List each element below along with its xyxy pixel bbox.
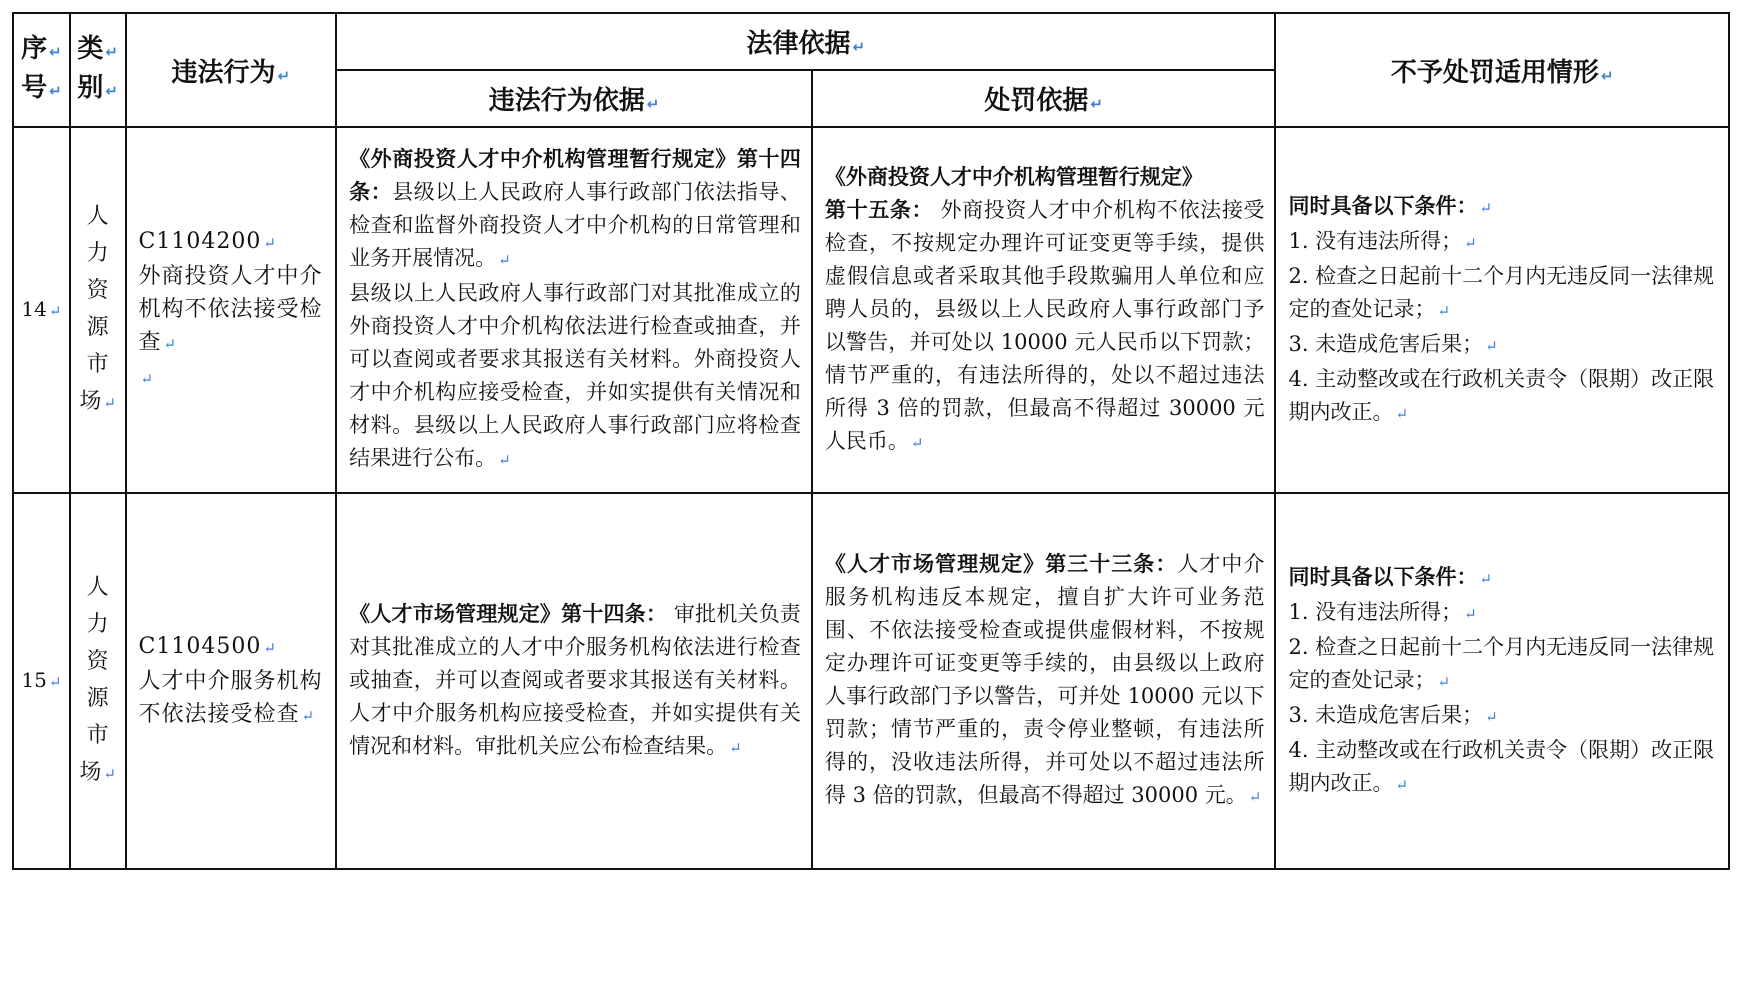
row-seq: 14 ↵ — [13, 127, 70, 493]
paragraph-mark-icon: ↵ — [277, 66, 291, 85]
header-legal-basis: 法律依据 ↵ — [336, 13, 1275, 70]
paragraph-mark-icon: ↵ — [49, 82, 62, 100]
paragraph-mark-icon: ↵ — [1479, 198, 1493, 217]
paragraph-mark-icon: ↵ — [852, 38, 866, 56]
row-violation — [126, 127, 337, 493]
paragraph-mark-icon: ↵ — [1464, 233, 1477, 252]
paragraph-mark-icon: ↵ — [140, 369, 155, 388]
paragraph-mark-icon: ↵ — [1464, 604, 1477, 623]
paragraph-mark-icon: ↵ — [105, 43, 118, 61]
paragraph-mark-icon: ↵ — [1395, 775, 1409, 794]
row-violation-basis: 《外商投资人才中介机构管理暂行规定》第十四条：县级以上人民政府人事行政部门依法指导、检查和监督外商投资人才中介机构的日常管理和业务开展情况。 ↵ 县级以上人民政府人事行政部门对其批准成立的外商投资人才中介机构依法进行检查或抽查，并可以查阅或者要求其报送有关材料。外商投资人才中介机构应接受检查，并如实提供有关情况和材料。县级以上人民政府人事行政部门应将检查结果进行公布。 ↵ — [336, 127, 812, 493]
violation-code: C1104200 — [138, 228, 262, 254]
paragraph-mark-icon: ↵ — [1600, 66, 1614, 85]
header-violation-basis: 违法行为依据 ↵ — [336, 70, 812, 127]
paragraph-mark-icon: ↵ — [729, 738, 742, 757]
row-violation — [126, 493, 337, 869]
row-category: 人 力 资 源 市 场 ↵ — [70, 493, 126, 869]
row-penalty-basis: 《外商投资人才中介机构管理暂行规定》 第十五条： 外商投资人才中介机构不依法接受检查，不按规定办理许可证变更等手续，提供虚假信息或者采取其他手段欺骗用人单位和应聘人员的，县级以上人民政府人事行政部门予以警告，并可处以 10000 元人民币以下罚款；情节严重的，有违法所得的，处以不超过违法所得 3 倍的罚款，但最高不得超过 30000 元人民币。 ↵ — [812, 127, 1276, 493]
paragraph-mark-icon: ↵ — [1437, 672, 1451, 691]
paragraph-mark-icon: ↵ — [646, 95, 660, 113]
paragraph-mark-icon: ↵ — [1090, 95, 1103, 113]
paragraph-mark-icon: ↵ — [301, 706, 316, 725]
paragraph-mark-icon: ↵ — [49, 43, 62, 61]
table-row — [13, 493, 1729, 869]
header-no-penalty: 不予处罚适用情形 ↵ — [1275, 13, 1729, 127]
row-penalty-basis: 《人才市场管理规定》第三十三条：人才中介服务机构违反本规定，擅自扩大许可业务范围、不依法接受检查或提供虚假材料，不按规定办理许可证变更等手续的，由县级以上政府人事行政部门予以警告，可并处 10000 元以下罚款；情节严重的，责令停业整顿，有违法所得的，没收违法所得，并可处以不超过违法所得 3 倍的罚款，但最高不得超过 30000 元。 ↵ — [812, 493, 1276, 869]
paragraph-mark-icon: ↵ — [910, 433, 924, 452]
header-seq: 序 ↵ 号 ↵ — [13, 13, 70, 127]
row-category: 人 力 资 源 市 场 ↵ — [70, 127, 126, 493]
paragraph-mark-icon: ↵ — [1479, 569, 1493, 588]
paragraph-mark-icon: ↵ — [1395, 404, 1409, 423]
header-penalty-basis: 处罚依据 ↵ — [812, 70, 1276, 127]
paragraph-mark-icon: ↵ — [263, 638, 277, 657]
violation-text: 人才中介服务机构不依法接受检查 — [138, 668, 323, 727]
table-row — [13, 127, 1729, 493]
paragraph-mark-icon: ↵ — [48, 672, 62, 691]
row-no-penalty: 同时具备以下条件： ↵ 1. 没有违法所得； ↵ 2. 检查之日起前十二个月内无违反同一法律规定的查处记录； ↵ 3. 未造成危害后果； ↵ 4. 主动整改或在行政机关责令（限期）改正限期内改正。 ↵ — [1275, 127, 1729, 493]
row-seq: 15 ↵ — [13, 493, 70, 869]
paragraph-mark-icon: ↵ — [103, 394, 116, 412]
paragraph-mark-icon: ↵ — [1437, 301, 1451, 320]
paragraph-mark-icon: ↵ — [498, 451, 511, 469]
row-violation-basis: 《人才市场管理规定》第十四条： 审批机关负责对其批准成立的人才中介服务机构依法进行检查或抽查，并可以查阅或者要求其报送有关材料。人才中介服务机构应接受检查，并如实提供有关情况和材料。审批机关应公布检查结果。 ↵ — [336, 493, 812, 869]
row-no-penalty: 同时具备以下条件： ↵ 1. 没有违法所得； ↵ 2. 检查之日起前十二个月内无违反同一法律规定的查处记录； ↵ 3. 未造成危害后果； ↵ 4. 主动整改或在行政机关责令（限期）改正限期内改正。 ↵ — [1275, 493, 1729, 869]
violation-code: C1104500 — [138, 633, 262, 659]
paragraph-mark-icon: ↵ — [163, 334, 178, 353]
paragraph-mark-icon: ↵ — [48, 301, 62, 320]
header-category: 类 ↵ 别 ↵ — [70, 13, 126, 127]
paragraph-mark-icon: ↵ — [105, 82, 118, 100]
paragraph-mark-icon: ↵ — [1485, 336, 1498, 355]
header-violation: 违法行为 ↵ — [126, 13, 337, 127]
penalty-table — [12, 12, 1730, 870]
paragraph-mark-icon: ↵ — [103, 765, 116, 783]
violation-text: 外商投资人才中介机构不依法接受检查 — [138, 263, 323, 355]
paragraph-mark-icon: ↵ — [1248, 788, 1262, 806]
paragraph-mark-icon: ↵ — [263, 233, 277, 252]
paragraph-mark-icon: ↵ — [1485, 707, 1498, 726]
paragraph-mark-icon: ↵ — [498, 251, 511, 269]
